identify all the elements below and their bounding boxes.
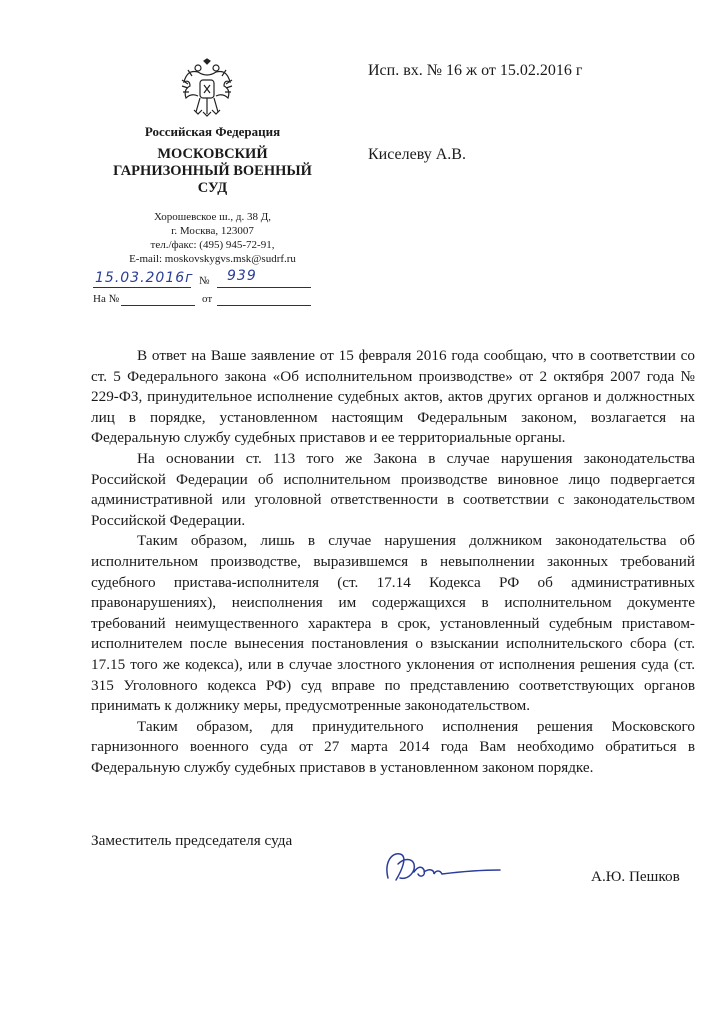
signer-title: Заместитель председателя суда bbox=[91, 832, 293, 849]
phone-line: тел./факс: (495) 945-72-91, bbox=[150, 239, 275, 251]
date-underline bbox=[93, 287, 191, 288]
body-paragraph-4: Таким образом, для принудительного исполнения решения Московского гарнизонного военного суда от 27 марта 2014 года Вам необходимо обратиться в Федеральную службу судебных приставов в установленном законом порядке. bbox=[91, 717, 695, 776]
body-paragraph-3: Таким образом, лишь в случае нарушения должником законодательства об исполнительном производстве, выразившемся в невыполнении законных требований судебного пристава-исполнителя (ст. 17.14 Кодекса РФ об административных правонарушениях), неисполнения им содержащихся в исполнительном документе требований неимущественного характера в срок, установленный судебным приставом-исполнителем после вынесения постановления о взыскании исполнительского сбора (ст. 17.15 того же кодекса), или в случае злостного уклонения от исполнения решения суда (ст. 315 Уголовного кодекса РФ) суд вправе по представлению соответствующих органов принимать к должнику меры, предусмотренные законодательством. bbox=[91, 532, 695, 715]
letter-body bbox=[91, 346, 695, 778]
federation-label: Российская Федерация bbox=[144, 124, 281, 139]
incoming-reference: Исп. вх. № 16 ж от 15.02.2016 г bbox=[368, 62, 583, 79]
reply-ref-row bbox=[93, 293, 313, 309]
number-underline bbox=[217, 287, 311, 288]
address-line-1: Хорошевское ш., д. 38 Д, bbox=[154, 211, 271, 223]
reply-number-underline bbox=[121, 305, 195, 306]
outgoing-number: 939 bbox=[227, 268, 257, 284]
outgoing-ref-row bbox=[93, 268, 313, 290]
double-headed-eagle-icon bbox=[180, 58, 234, 118]
court-name-line-2: ГАРНИЗОННЫЙ ВОЕННЫЙ bbox=[113, 163, 312, 179]
reply-date-underline bbox=[217, 305, 311, 306]
reply-to-label: На № bbox=[93, 293, 120, 305]
body-paragraph-1: В ответ на Ваше заявление от 15 февраля 2016 года сообщаю, что в соответствии со ст. 5 Федерального закона «Об исполнительном производстве» от 2 октября 2007 года № 229-ФЗ, принудительное исполнение судебных актов, актов других органов и должностных лиц в порядке, установленном настоящим Федеральным законом, возлагается на Федеральную службу судебных приставов и ее территориальные органы. bbox=[91, 347, 695, 447]
court-name-line-1: МОСКОВСКИЙ bbox=[157, 146, 268, 162]
email-line: E-mail: moskovskygvs.msk@sudrf.ru bbox=[129, 253, 296, 265]
address-line-2: г. Москва, 123007 bbox=[171, 225, 254, 237]
from-label: от bbox=[202, 293, 213, 305]
court-name-line-3: СУД bbox=[197, 180, 228, 196]
signer-name: А.Ю. Пешков bbox=[591, 868, 680, 885]
handwritten-signature-icon bbox=[378, 848, 504, 888]
outgoing-date: 15.03.2016г bbox=[95, 270, 194, 286]
number-sign: № bbox=[199, 275, 210, 287]
addressee: Киселеву А.В. bbox=[368, 146, 466, 163]
body-paragraph-2: На основании ст. 113 того же Закона в случае нарушения законодательства Российской Федерации об исполнительном производстве виновное лицо подвергается административной или уголовной ответственности в соответствии с законодательством Российской Федерации. bbox=[91, 449, 695, 529]
